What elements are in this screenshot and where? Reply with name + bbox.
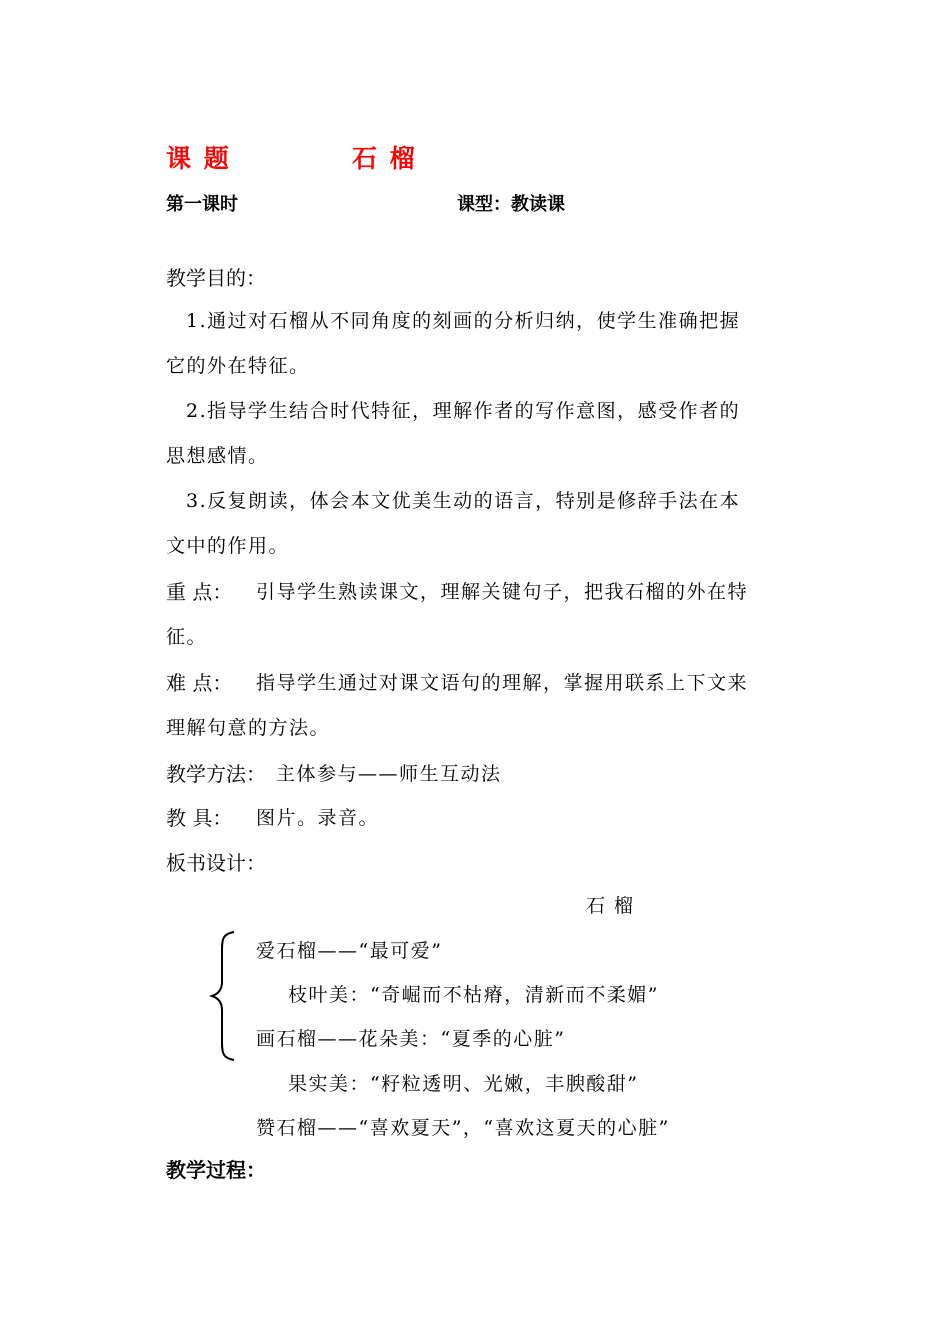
lesson-type: 课型：教读课: [457, 194, 565, 215]
board-line-1: 爱石榴——“最可爱”: [256, 940, 443, 962]
lesson-period: 第一课时: [166, 194, 238, 215]
process-heading: 教学过程：: [166, 1158, 266, 1182]
objective-2-line-2: 思想感情。: [166, 445, 269, 467]
objective-3-line-2: 文中的作用。: [166, 535, 290, 557]
left-brace-icon: [208, 930, 238, 1062]
tools-label: 教 具：: [166, 806, 233, 830]
method-label: 教学方法：: [166, 762, 266, 786]
objectives-heading: 教学目的：: [166, 266, 266, 290]
board-line-2: 枝叶美：“奇崛而不枯瘠，清新而不柔媚”: [288, 984, 659, 1006]
board-line-3: 画石榴——花朵美：“夏季的心脏”: [256, 1028, 566, 1050]
tools-text: 图片。录音。: [256, 807, 380, 829]
board-line-4: 果实美：“籽粒透明、光嫩，丰腴酸甜”: [288, 1073, 639, 1095]
key-point-line-1: 引导学生熟读课文，理解关键句子，把我石榴的外在特: [256, 581, 749, 603]
objective-1-line-1: 1.通过对石榴从不同角度的刻画的分析归纳，使学生准确把握: [186, 310, 741, 332]
difficulty-line-1: 指导学生通过对课文语句的理解，掌握用联系上下文来: [256, 672, 749, 694]
objective-3-line-1: 3.反复朗读，体会本文优美生动的语言，特别是修辞手法在本: [186, 490, 741, 512]
difficulty-label: 难 点：: [166, 671, 233, 695]
key-point-label: 重 点：: [166, 580, 233, 604]
objective-2-line-1: 2.指导学生结合时代特征，理解作者的写作意图，感受作者的: [186, 400, 741, 422]
board-line-5: 赞石榴——“喜欢夏天”，“喜欢这夏天的心脏”: [256, 1117, 670, 1139]
board-title: 石 榴: [586, 895, 635, 917]
method-text: 主体参与——师生互动法: [276, 763, 502, 785]
key-point-line-2: 征。: [166, 626, 208, 648]
objective-1-line-2: 它的外在特征。: [166, 355, 310, 377]
difficulty-line-2: 理解句意的方法。: [166, 717, 331, 739]
course-title: 石 榴: [352, 144, 417, 173]
board-heading: 板书设计：: [166, 851, 266, 875]
course-label: 课 题: [166, 144, 231, 173]
